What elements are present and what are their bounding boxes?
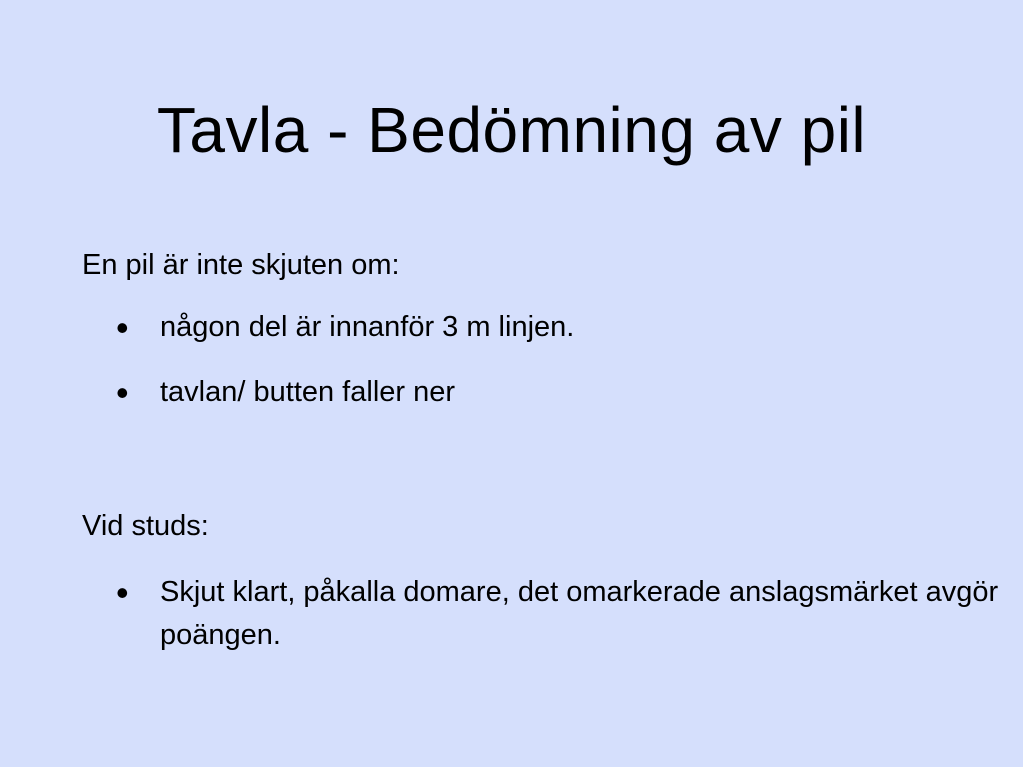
bullet-icon: • (116, 307, 129, 348)
bullet-icon: • (116, 372, 129, 413)
bullet-text: någon del är innanför 3 m linjen. (160, 311, 575, 343)
section-heading-not-shot: En pil är inte skjuten om: (82, 249, 400, 281)
list-item (0, 371, 1020, 414)
bullet-list-bounce (0, 571, 1020, 657)
bullet-list-not-shot (0, 306, 1020, 414)
slide-title: Tavla - Bedömning av pil (156, 94, 867, 166)
list-item (0, 571, 1020, 657)
bullet-text: Skjut klart, påkalla domare, det omarkerade anslagsmärket avgör poängen. (160, 576, 999, 651)
bullet-text: tavlan/ butten faller ner (160, 376, 456, 408)
section-heading-bounce: Vid studs: (82, 510, 209, 542)
bullet-icon: • (116, 572, 129, 613)
list-item (0, 306, 1020, 349)
